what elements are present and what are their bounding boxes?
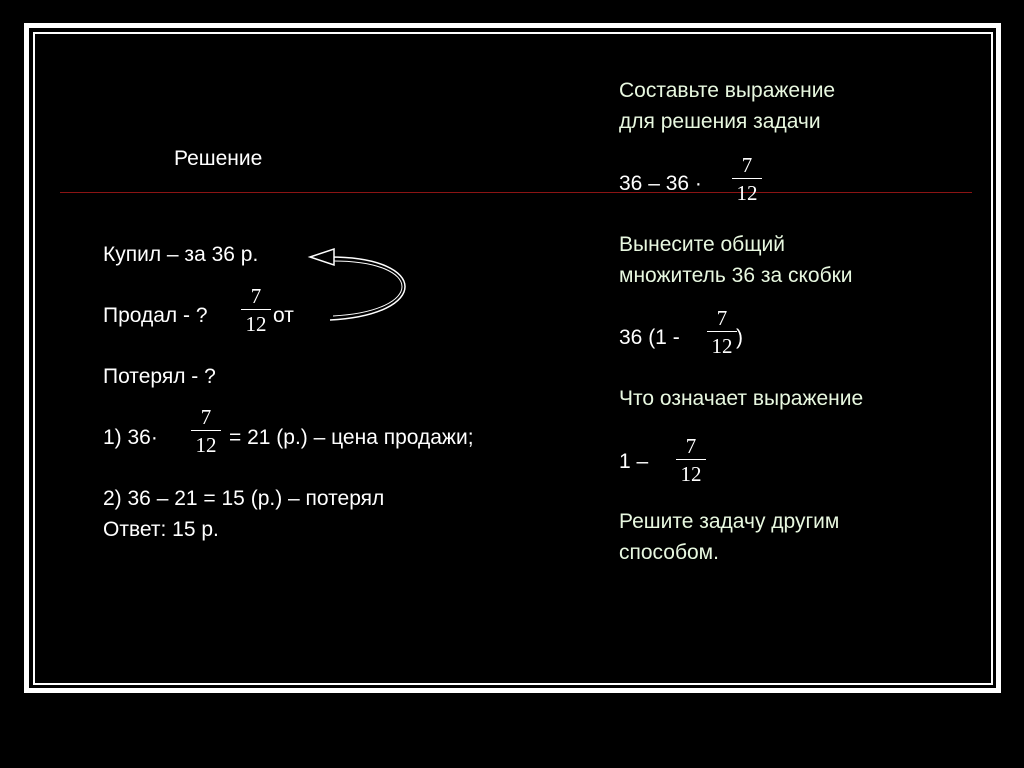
arrow-head — [310, 249, 334, 265]
expr3-fraction — [676, 435, 706, 485]
expr1-fraction — [732, 154, 762, 204]
fraction-denominator: 12 — [711, 334, 733, 358]
expr3-prefix: 1 – — [619, 450, 649, 473]
fraction-denominator: 12 — [736, 181, 758, 205]
fraction-denominator: 12 — [245, 312, 267, 336]
task-line2: для решения задачи — [619, 110, 821, 133]
fraction-bar — [732, 178, 762, 179]
solution-heading: Решение — [174, 147, 263, 170]
fraction-numerator: 7 — [250, 284, 262, 308]
fraction-numerator: 7 — [741, 153, 753, 177]
step1-suffix: = 21 (р.) – цена продажи; — [229, 426, 474, 449]
answer-line: Ответ: 15 р. — [103, 518, 219, 541]
expr2-suffix: ) — [736, 326, 743, 349]
fraction-numerator: 7 — [716, 306, 728, 330]
fraction-numerator: 7 — [685, 434, 697, 458]
fraction-bar — [191, 430, 221, 431]
meaning-line: Что означает выражение — [619, 387, 864, 410]
bought-line: Купил – за 36 р. — [103, 243, 259, 266]
step1-prefix: 1) 36· — [103, 426, 158, 449]
other-method-line2: способом. — [619, 541, 719, 564]
expr2-fraction — [707, 307, 737, 357]
factor-line2: множитель 36 за скобки — [619, 264, 853, 287]
fraction-denominator: 12 — [680, 462, 702, 486]
step2-line: 2) 36 – 21 = 15 (р.) – потерял — [103, 487, 385, 510]
factor-line1: Вынесите общий — [619, 233, 785, 256]
fraction-bar — [676, 459, 706, 460]
other-method-line1: Решите задачу другим — [619, 510, 840, 533]
fraction-denominator: 12 — [195, 433, 217, 457]
lost-line: Потерял - ? — [103, 365, 216, 388]
sold-prefix: Продал - ? — [103, 304, 208, 327]
fraction-numerator: 7 — [200, 405, 212, 429]
expr2-prefix: 36 (1 - — [619, 326, 680, 349]
sold-suffix: от — [273, 304, 294, 327]
task-line1: Составьте выражение — [619, 79, 836, 102]
step1-fraction — [191, 406, 221, 456]
fraction-bar — [707, 331, 737, 332]
expr1-prefix: 36 – 36 · — [619, 172, 702, 195]
